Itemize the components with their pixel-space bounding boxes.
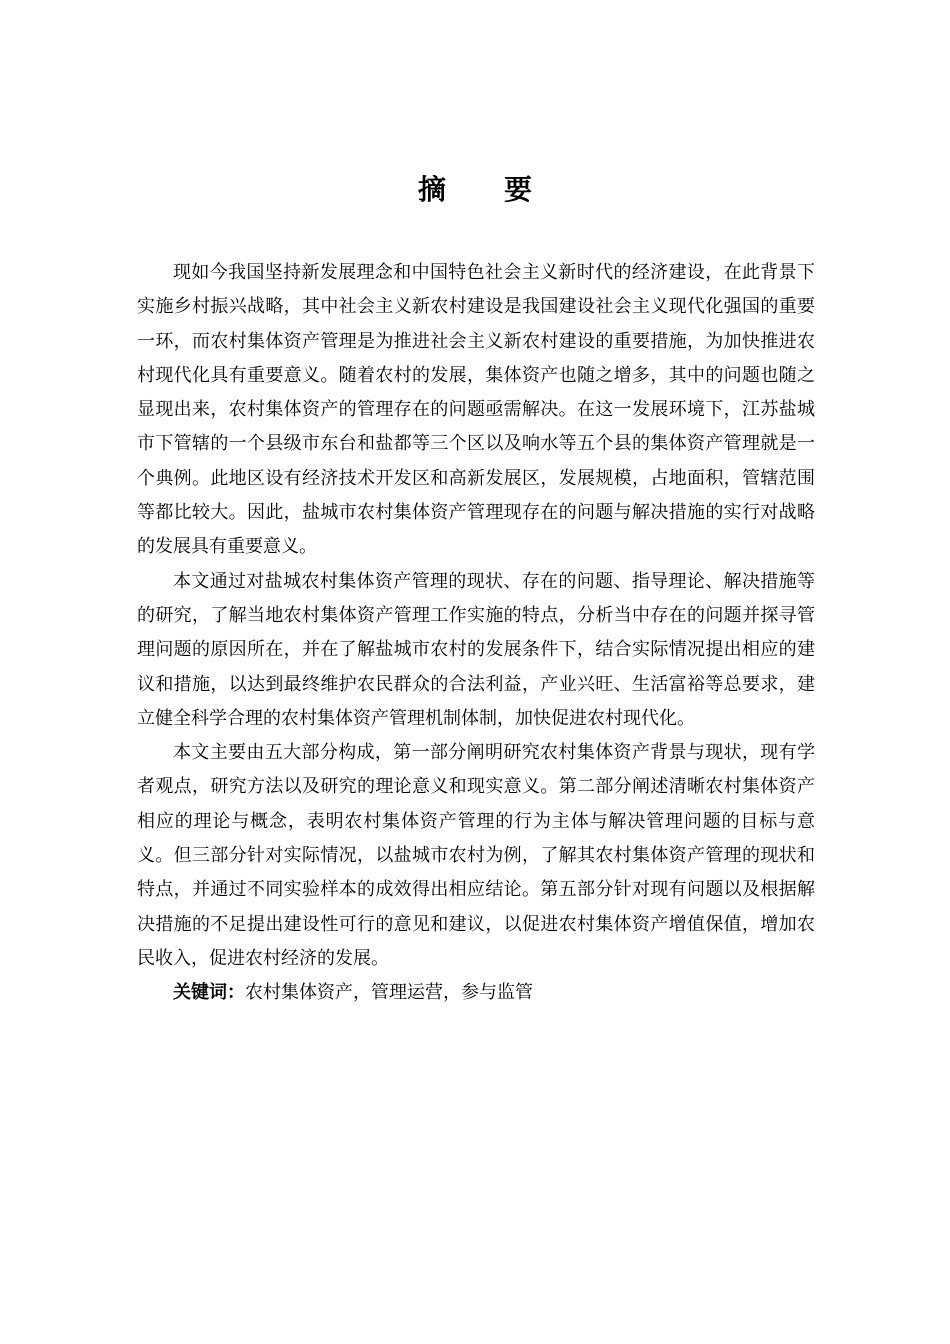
abstract-body — [137, 256, 815, 1011]
abstract-title-char-1: 摘 — [417, 173, 446, 206]
keywords-label: 关键词： — [173, 982, 245, 1004]
abstract-title-char-2: 要 — [504, 173, 533, 206]
keywords-text: 农村集体资产，管理运营，参与监管 — [245, 982, 533, 1004]
keywords-line — [137, 976, 815, 1010]
abstract-paragraph: 现如今我国坚持新发展理念和中国特色社会主义新时代的经济建设，在此背景下实施乡村振兴战略，其中社会主义新农村建设是我国建设社会主义现代化强国的重要一环，而农村集体资产管理是为推进社会主义新农村建设的重要措施，为加快推进农村现代化具有重要意义。随着农村的发展，集体资产也随之增多，其中的问题也随之显现出来，农村集体资产的管理存在的问题亟需解决。在这一发展环境下，江苏盐城市下管辖的一个县级市东台和盐都等三个区以及响水等五个县的集体资产管理就是一个典例。此地区设有经济技术开发区和高新发展区，发展规模，占地面积，管辖范围等都比较大。因此，盐城市农村集体资产管理现存在的问题与解决措施的实行对战略的发展具有重要意义。 — [137, 262, 815, 558]
abstract-paragraph: 本文主要由五大部分构成，第一部分阐明研究农村集体资产背景与现状，现有学者观点，研究方法以及研究的理论意义和现实意义。第二部分阐述清晰农村集体资产相应的理论与概念，表明农村集体资产管理的行为主体与解决管理问题的目标与意义。但三部分针对实际情况，以盐城市农村为例，了解其农村集体资产管理的现状和特点，并通过不同实验样本的成效得出相应结论。第五部分针对现有问题以及根据解决措施的不足提出建设性可行的意见和建议，以促进农村集体资产增值保值，增加农民收入，促进农村经济的发展。 — [137, 742, 815, 969]
abstract-paragraph: 本文通过对盐城农村集体资产管理的现状、存在的问题、指导理论、解决措施等的研究，了解当地农村集体资产管理工作实施的特点，分析当中存在的问题并探寻管理问题的原因所在，并在了解盐城市农村的发展条件下，结合实际情况提出相应的建议和措施，以达到最终维护农民群众的合法利益，产业兴旺、生活富裕等总要求，建立健全科学合理的农村集体资产管理机制体制，加快促进农村现代化。 — [137, 570, 815, 729]
abstract-title — [0, 170, 950, 210]
